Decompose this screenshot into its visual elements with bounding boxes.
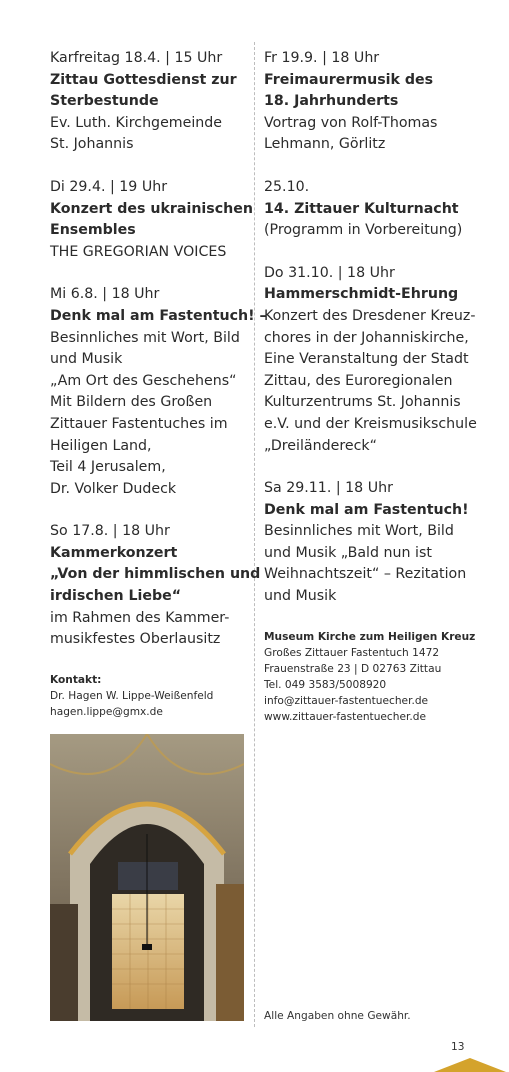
event-date: Di 29.4. | 19 Uhr bbox=[50, 178, 168, 195]
event-description-line: Lehmann, Görlitz bbox=[264, 136, 386, 153]
event-description-line: Ev. Luth. Kirchgemeinde bbox=[50, 114, 223, 131]
left-column bbox=[50, 48, 267, 720]
event-date: Karfreitag 18.4. | 15 Uhr bbox=[50, 50, 223, 66]
event-description-line: Eine Veranstaltung der Stadt bbox=[264, 351, 469, 368]
event-item bbox=[50, 48, 246, 156]
disclaimer: Alle Angaben ohne Gewähr. bbox=[264, 1010, 411, 1022]
event-description-line: Dr. Volker Dudeck bbox=[50, 480, 177, 497]
event-date: 25.10. bbox=[264, 178, 310, 195]
page-number: 13 bbox=[451, 1041, 465, 1053]
event-description-line: und Musik bbox=[50, 351, 123, 368]
corner-accent bbox=[434, 1058, 506, 1072]
contact-email[interactable]: hagen.lippe@gmx.de bbox=[50, 705, 163, 718]
event-item bbox=[264, 48, 464, 156]
event-description-line: Teil 4 Jerusalem, bbox=[50, 459, 166, 476]
event-description-line: im Rahmen des Kammer- bbox=[50, 609, 230, 626]
event-title-line: Konzert des ukrainischen bbox=[50, 200, 253, 217]
event-description-line: musikfestes Oberlausitz bbox=[50, 631, 221, 648]
museum-address-block bbox=[264, 629, 476, 725]
event-title-line: Freimaurermusik des bbox=[264, 71, 434, 88]
contact-block bbox=[50, 672, 246, 720]
event-date: Sa 29.11. | 18 Uhr bbox=[264, 480, 393, 497]
event-item bbox=[50, 284, 267, 500]
event-description-line: Besinnliches mit Wort, Bild bbox=[264, 523, 454, 540]
museum-website[interactable]: www.zittauer-fastentuecher.de bbox=[264, 710, 426, 723]
event-description-line: Kulturzentrums St. Johannis bbox=[264, 394, 461, 411]
event-description-line: Heiligen Land, bbox=[50, 437, 152, 454]
museum-phone: Tel. 049 3583/5008920 bbox=[264, 678, 387, 691]
museum-line1: Großes Zittauer Fastentuch 1472 bbox=[264, 646, 440, 659]
event-description-line: und Musik bbox=[264, 588, 337, 605]
event-item bbox=[264, 177, 464, 242]
event-title-line: Zittau Gottesdienst zur bbox=[50, 71, 237, 88]
event-description-line: e.V. und der Kreismusikschule bbox=[264, 415, 477, 432]
event-description-line: Zittauer Fastentuches im bbox=[50, 415, 228, 432]
event-date: Fr 19.9. | 18 Uhr bbox=[264, 50, 380, 66]
right-event-list bbox=[264, 48, 477, 608]
event-title-line: Kammerkonzert bbox=[50, 544, 178, 561]
event-item bbox=[264, 263, 477, 457]
column-divider bbox=[254, 42, 255, 1027]
left-event-list bbox=[50, 48, 267, 651]
event-item bbox=[50, 521, 261, 651]
event-description-line: „Am Ort des Geschehens“ bbox=[50, 372, 237, 389]
event-title-line: Denk mal am Fastentuch! – bbox=[50, 307, 267, 324]
event-description-line: Besinnliches mit Wort, Bild bbox=[50, 329, 240, 346]
event-date: Mi 6.8. | 18 Uhr bbox=[50, 286, 160, 303]
event-description-line: und Musik „Bald nun ist bbox=[264, 544, 432, 561]
event-description-line: Konzert des Dresdener Kreuz- bbox=[264, 307, 476, 324]
event-description-line: THE GREGORIAN VOICES bbox=[50, 243, 227, 260]
museum-email[interactable]: info@zittauer-fastentuecher.de bbox=[264, 694, 429, 707]
event-title-line: Denk mal am Fastentuch! bbox=[264, 501, 469, 518]
event-title-line: Sterbestunde bbox=[50, 93, 159, 110]
event-date: Do 31.10. | 18 Uhr bbox=[264, 264, 395, 281]
event-description-line: Zittau, des Euroregionalen bbox=[264, 372, 453, 389]
museum-address: Frauenstraße 23 | D 02763 Zittau bbox=[264, 662, 442, 675]
event-title-line: Hammerschmidt-Ehrung bbox=[264, 286, 459, 303]
event-date: So 17.8. | 18 Uhr bbox=[50, 523, 170, 540]
church-interior-photo bbox=[50, 734, 244, 1021]
museum-name: Museum Kirche zum Heiligen Kreuz bbox=[264, 630, 476, 643]
contact-name: Dr. Hagen W. Lippe-Weißenfeld bbox=[50, 689, 214, 702]
event-description-line: Vortrag von Rolf-Thomas bbox=[264, 114, 438, 131]
event-description-line: Weihnachtszeit“ – Rezitation bbox=[264, 566, 467, 583]
event-description-line: (Programm in Vorbereitung) bbox=[264, 222, 463, 239]
event-item bbox=[50, 177, 253, 263]
event-description-line: „Dreiländereck“ bbox=[264, 437, 377, 454]
event-item bbox=[264, 478, 469, 608]
contact-label: Kontakt: bbox=[50, 673, 102, 686]
event-title-line: Ensembles bbox=[50, 222, 136, 239]
right-column bbox=[264, 48, 477, 725]
event-description-line: Mit Bildern des Großen bbox=[50, 394, 213, 411]
event-title-line: 18. Jahrhunderts bbox=[264, 93, 399, 110]
event-title-line: „Von der himmlischen und bbox=[50, 566, 261, 583]
event-description-line: St. Johannis bbox=[50, 136, 134, 153]
event-title-line: irdischen Liebe“ bbox=[50, 588, 182, 605]
event-title-line: 14. Zittauer Kulturnacht bbox=[264, 200, 459, 217]
event-description-line: chores in der Johanniskirche, bbox=[264, 329, 469, 346]
